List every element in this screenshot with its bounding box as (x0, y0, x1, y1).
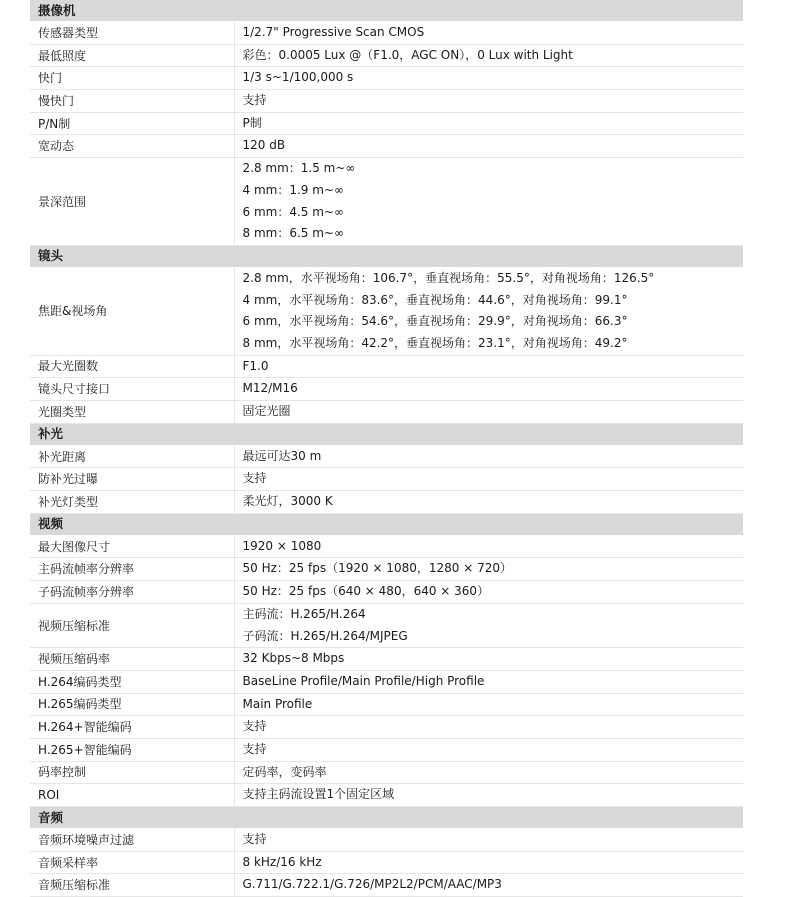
spec-label: 音频环境噪声过滤 (30, 829, 234, 852)
spec-row (30, 603, 743, 647)
spec-value-cell (234, 355, 743, 378)
spec-value: 4 mm：1.9 m~∞ (242, 182, 344, 197)
spec-value: 6 mm：4.5 m~∞ (242, 204, 344, 219)
spec-value-cell (234, 378, 743, 401)
spec-value: 定码率，变码率 (242, 764, 327, 779)
spec-sheet (30, 0, 743, 897)
spec-row (30, 738, 743, 761)
spec-row (30, 267, 743, 355)
spec-label: H.264编码类型 (30, 670, 234, 693)
spec-value-cell (234, 535, 743, 558)
spec-label: 音频压缩标准 (30, 874, 234, 897)
spec-label: 宽动态 (30, 135, 234, 158)
spec-label: 子码流帧率分辨率 (30, 581, 234, 604)
spec-value: 32 Kbps~8 Mbps (242, 651, 345, 666)
spec-value-cell (234, 738, 743, 761)
spec-row (30, 135, 743, 158)
section-title: 音频 (30, 807, 743, 829)
spec-value: 2.8 mm，水平视场角：106.7°，垂直视场角：55.5°，对角视场角：126.5° (242, 270, 655, 285)
spec-value: 支持 (242, 832, 267, 846)
spec-value-cell (234, 716, 743, 739)
section-title: 补光 (30, 423, 743, 445)
spec-value: M12/M16 (242, 381, 298, 396)
section-header (30, 245, 743, 267)
spec-value-cell (234, 558, 743, 581)
spec-value: 50 Hz：25 fps（640 × 480，640 × 360） (242, 584, 490, 599)
spec-table (30, 0, 743, 897)
spec-label: 主码流帧率分辨率 (30, 558, 234, 581)
spec-row (30, 112, 743, 135)
spec-value: 2.8 mm：1.5 m~∞ (242, 161, 356, 176)
spec-row (30, 90, 743, 113)
spec-label: ROI (30, 784, 234, 807)
spec-value: BaseLine Profile/Main Profile/High Profile (242, 673, 485, 688)
spec-label: 光圈类型 (30, 401, 234, 424)
spec-row (30, 761, 743, 784)
spec-value: 固定光圈 (242, 404, 291, 418)
spec-value-cell (234, 468, 743, 491)
spec-value-cell (234, 90, 743, 113)
spec-value: 8 kHz/16 kHz (242, 854, 322, 869)
spec-value: 子码流：H.265/H.264/MJPEG (242, 628, 408, 643)
spec-value: 支持 (242, 471, 267, 486)
spec-label: H.265编码类型 (30, 693, 234, 716)
spec-value: 柔光灯，3000 K (242, 494, 333, 509)
spec-row (30, 491, 743, 514)
spec-row (30, 851, 743, 874)
spec-label: H.265+智能编码 (30, 738, 234, 761)
spec-value-cell (234, 491, 743, 514)
spec-value-cell (234, 158, 743, 246)
spec-label: 防补光过曝 (30, 468, 234, 491)
spec-value: 6 mm，水平视场角：54.6°，垂直视场角：29.9°，对角视场角：66.3° (242, 314, 628, 329)
section-header (30, 513, 743, 535)
spec-value-cell (234, 44, 743, 67)
spec-label: 镜头尺寸接口 (30, 378, 234, 401)
spec-row (30, 445, 743, 468)
section-title: 摄像机 (30, 0, 743, 22)
spec-label: 景深范围 (30, 158, 234, 246)
spec-label: 慢快门 (30, 90, 234, 113)
spec-row (30, 874, 743, 897)
spec-value: 4 mm，水平视场角：83.6°，垂直视场角：44.6°，对角视场角：99.1° (242, 292, 628, 307)
spec-row (30, 670, 743, 693)
spec-row (30, 355, 743, 378)
spec-row (30, 558, 743, 581)
spec-value: 彩色：0.0005 Lux @（F1.0，AGC ON），0 Lux with Light (242, 47, 573, 62)
spec-value-cell (234, 693, 743, 716)
spec-row (30, 468, 743, 491)
spec-row (30, 648, 743, 671)
spec-value-cell (234, 112, 743, 135)
spec-label: 最大图像尺寸 (30, 535, 234, 558)
spec-row (30, 401, 743, 424)
spec-row (30, 67, 743, 90)
spec-value: 1/3 s~1/100,000 s (242, 70, 354, 85)
spec-value: Main Profile (242, 696, 313, 711)
spec-value: 1/2.7" Progressive Scan CMOS (242, 25, 425, 39)
spec-row (30, 784, 743, 807)
spec-value: 50 Hz：25 fps（1920 × 1080，1280 × 720） (242, 561, 512, 576)
spec-value-cell (234, 67, 743, 90)
spec-label: 最低照度 (30, 44, 234, 67)
spec-value-cell (234, 670, 743, 693)
spec-value: F1.0 (242, 358, 269, 373)
section-header (30, 423, 743, 445)
spec-value-cell (234, 648, 743, 671)
spec-row (30, 829, 743, 852)
spec-value: 支持 (242, 93, 267, 108)
spec-value: 支持 (242, 719, 267, 734)
spec-value-cell (234, 603, 743, 647)
spec-label: 快门 (30, 67, 234, 90)
spec-value: G.711/G.722.1/G.726/MP2L2/PCM/AAC/MP3 (242, 877, 502, 892)
spec-value-cell (234, 829, 743, 852)
spec-row (30, 716, 743, 739)
spec-label: 音频采样率 (30, 851, 234, 874)
spec-row (30, 581, 743, 604)
spec-value-cell (234, 784, 743, 807)
spec-label: 补光灯类型 (30, 491, 234, 514)
spec-label: P/N制 (30, 112, 234, 135)
spec-label: 视频压缩码率 (30, 648, 234, 671)
spec-row (30, 158, 743, 246)
spec-label: 码率控制 (30, 761, 234, 784)
spec-row (30, 22, 743, 45)
spec-value-cell (234, 267, 743, 355)
spec-value: 8 mm：6.5 m~∞ (242, 226, 344, 241)
spec-row (30, 535, 743, 558)
spec-value: 120 dB (242, 138, 286, 153)
spec-row (30, 693, 743, 716)
spec-value: 8 mm，水平视场角：42.2°，垂直视场角：23.1°，对角视场角：49.2° (242, 335, 628, 350)
spec-value-cell (234, 401, 743, 424)
spec-table-body (30, 0, 743, 897)
spec-row (30, 378, 743, 401)
spec-value: 支持 (242, 741, 267, 756)
spec-value-cell (234, 851, 743, 874)
spec-row (30, 44, 743, 67)
spec-label: 传感器类型 (30, 22, 234, 45)
spec-label: 视频压缩标准 (30, 603, 234, 647)
spec-value: 最远可达30 m (242, 448, 322, 463)
section-title: 镜头 (30, 245, 743, 267)
spec-label: 补光距离 (30, 445, 234, 468)
spec-value: 1920 × 1080 (242, 538, 322, 553)
spec-value-cell (234, 581, 743, 604)
spec-label: 最大光圈数 (30, 355, 234, 378)
spec-value: 支持主码流设置1个固定区域 (242, 787, 395, 802)
spec-value-cell (234, 761, 743, 784)
spec-value-cell (234, 445, 743, 468)
spec-label: 焦距&视场角 (30, 267, 234, 355)
section-title: 视频 (30, 513, 743, 535)
spec-label: H.264+智能编码 (30, 716, 234, 739)
section-header (30, 0, 743, 22)
spec-value: P制 (242, 115, 262, 130)
spec-value-cell (234, 135, 743, 158)
spec-value-cell (234, 22, 743, 45)
spec-value: 主码流：H.265/H.264 (242, 606, 366, 621)
spec-value-cell (234, 874, 743, 897)
section-header (30, 807, 743, 829)
